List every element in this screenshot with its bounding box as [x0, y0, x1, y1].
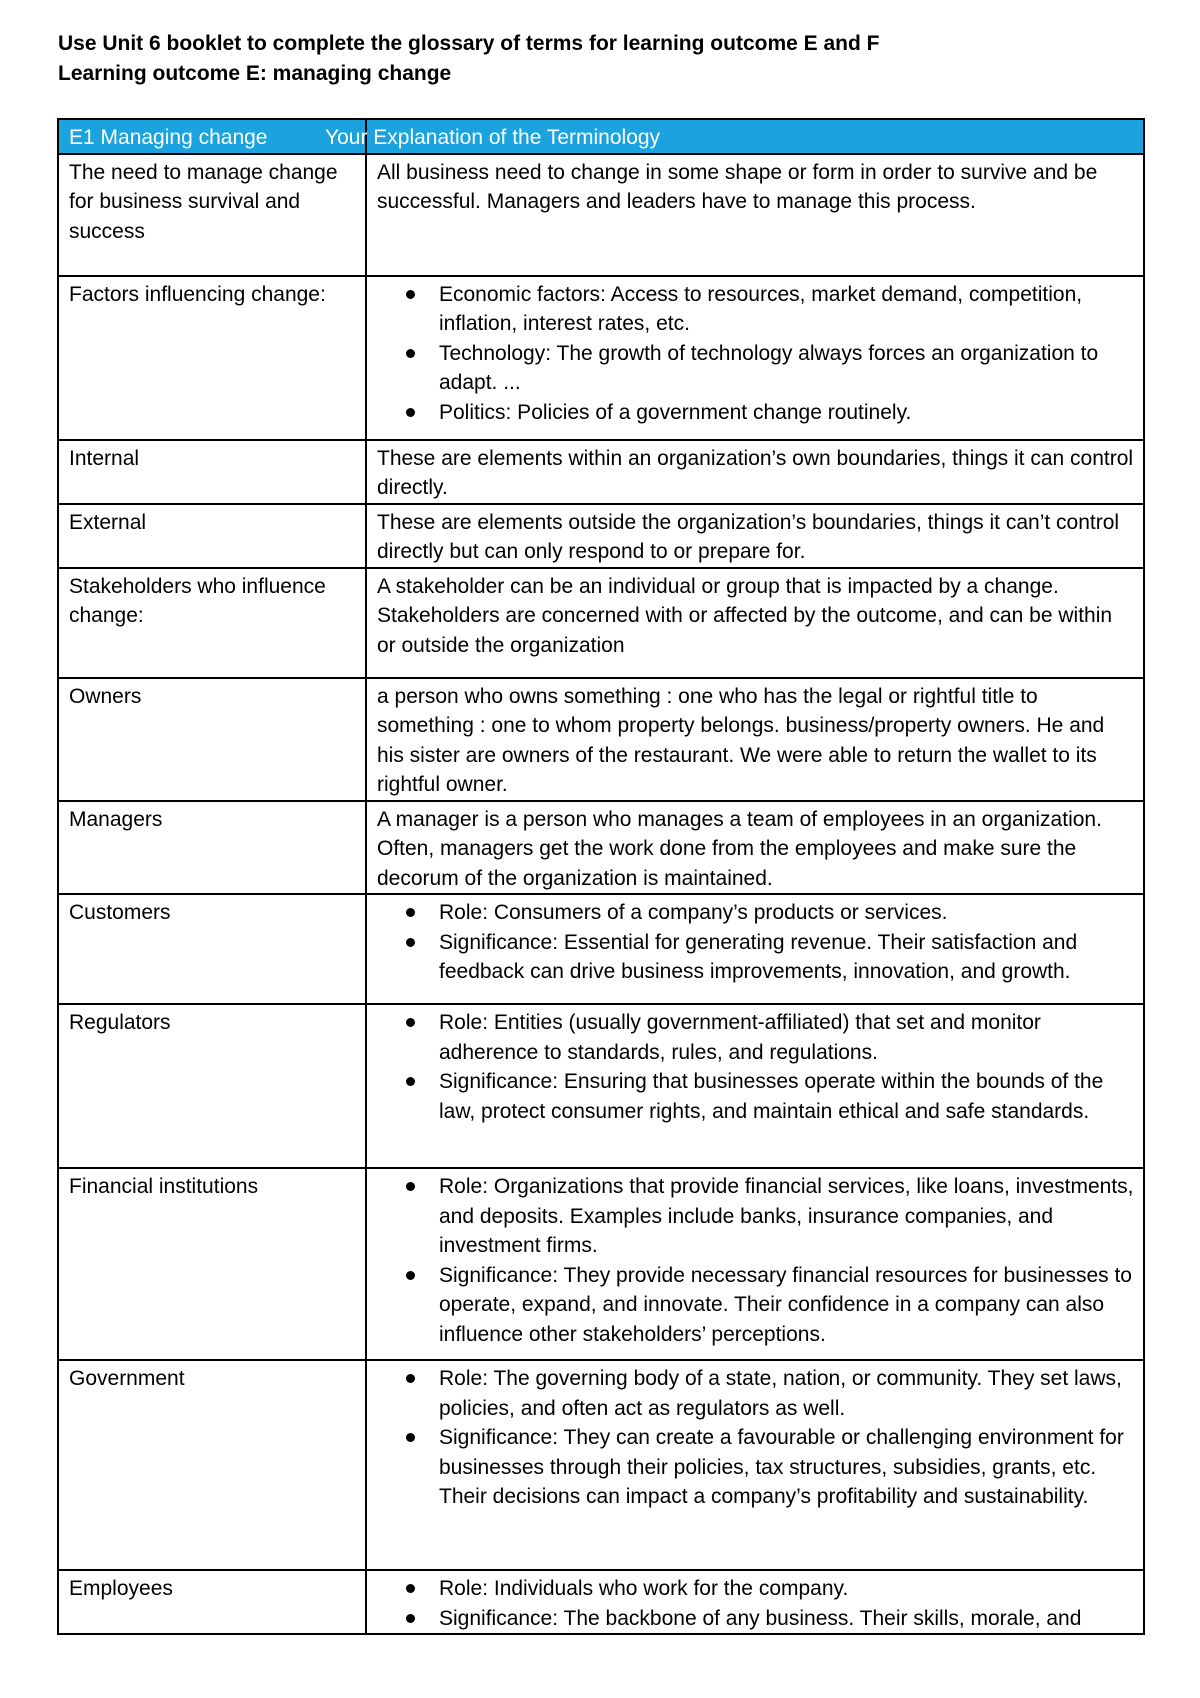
- bullet-list: [377, 898, 1134, 987]
- header-explanation-label: Your Explanation of the Terminology: [325, 126, 661, 149]
- term-cell: Owners: [58, 678, 366, 801]
- list-item: Significance: The backbone of any business. Their skills, morale, and: [439, 1604, 1134, 1634]
- table-row: [58, 568, 1144, 678]
- term-cell: Stakeholders who influence change:: [58, 568, 366, 678]
- header-explanation: [325, 119, 1144, 154]
- bullet-list: [377, 280, 1134, 428]
- explanation-cell: [366, 894, 1144, 1004]
- list-item: Politics: Policies of a government change routinely.: [439, 398, 1134, 428]
- explanation-cell: [366, 1570, 1144, 1634]
- term-cell: Regulators: [58, 1004, 366, 1168]
- table-row: [58, 1004, 1144, 1168]
- bullet-list: [377, 1364, 1134, 1512]
- table-row: [58, 276, 1144, 440]
- list-item: Significance: Ensuring that businesses operate within the bounds of the law, protect consumer rights, and maintain ethical and safe standards.: [439, 1067, 1134, 1126]
- learning-outcome-heading: Learning outcome E: managing change: [58, 62, 452, 85]
- explanation-cell: [366, 1168, 1144, 1360]
- term-cell: Employees: [58, 1570, 366, 1634]
- term-cell: Factors influencing change:: [58, 276, 366, 440]
- table-row: [58, 678, 1144, 801]
- list-item: Technology: The growth of technology always forces an organization to adapt. ...: [439, 339, 1134, 398]
- table-row: [58, 440, 1144, 504]
- explanation-cell: [366, 1004, 1144, 1168]
- term-cell: External: [58, 504, 366, 568]
- bullet-list: [377, 1172, 1134, 1349]
- term-cell: Financial institutions: [58, 1168, 366, 1360]
- list-item: Role: Organizations that provide financial services, like loans, investments, and deposits. Examples include banks, insurance companies, and investment firms.: [439, 1172, 1134, 1261]
- term-cell: Internal: [58, 440, 366, 504]
- explanation-cell: [366, 1360, 1144, 1570]
- term-cell: Government: [58, 1360, 366, 1570]
- list-item: Significance: They provide necessary financial resources for businesses to operate, expand, and innovate. Their confidence in a company can also influence other stakeholders’ perceptions.: [439, 1261, 1134, 1350]
- list-item: Role: Entities (usually government-affiliated) that set and monitor adherence to standards, rules, and regulations.: [439, 1008, 1134, 1067]
- table-row: [58, 1570, 1144, 1634]
- table-row: [58, 894, 1144, 1004]
- explanation-cell: These are elements outside the organization’s boundaries, things it can’t control directly but can only respond to or prepare for.: [366, 504, 1144, 568]
- list-item: Significance: They can create a favourable or challenging environment for businesses through their policies, tax structures, subsidies, grants, etc. Their decisions can impact a company’s profitability and sustainability.: [439, 1423, 1134, 1512]
- list-item: Significance: Essential for generating revenue. Their satisfaction and feedback can drive business improvements, innovation, and growth.: [439, 928, 1134, 987]
- header-term: E1 Managing change: [58, 119, 366, 154]
- explanation-cell: a person who owns something : one who has the legal or rightful title to something : one to whom property belongs. business/property owners. He and his sister are owners of the restaurant. We were able to return the wallet to its rightful owner.: [366, 678, 1144, 801]
- table-header-row: [58, 119, 1144, 154]
- explanation-cell: [366, 276, 1144, 440]
- explanation-cell: These are elements within an organization’s own boundaries, things it can control directly.: [366, 440, 1144, 504]
- table-row: [58, 154, 1144, 276]
- explanation-cell: A manager is a person who manages a team of employees in an organization. Often, managers get the work done from the employees and make sure the decorum of the organization is maintained.: [366, 801, 1144, 895]
- table-row: [58, 504, 1144, 568]
- term-cell: Customers: [58, 894, 366, 1004]
- list-item: Role: Individuals who work for the company.: [439, 1574, 1134, 1604]
- table-row: [58, 1168, 1144, 1360]
- table-row: [58, 1360, 1144, 1570]
- bullet-list: [377, 1008, 1134, 1126]
- list-item: Economic factors: Access to resources, market demand, competition, inflation, interest rates, etc.: [439, 280, 1134, 339]
- glossary-table: [57, 118, 1145, 1635]
- explanation-cell: All business need to change in some shape or form in order to survive and be successful. Managers and leaders have to manage this process.: [366, 154, 1144, 276]
- list-item: Role: The governing body of a state, nation, or community. They set laws, policies, and often act as regulators as well.: [439, 1364, 1134, 1423]
- table-row: [58, 801, 1144, 895]
- explanation-cell: A stakeholder can be an individual or group that is impacted by a change. Stakeholders are concerned with or affected by the outcome, and can be within or outside the organization: [366, 568, 1144, 678]
- instruction-heading: Use Unit 6 booklet to complete the glossary of terms for learning outcome E and F: [58, 32, 880, 55]
- term-cell: Managers: [58, 801, 366, 895]
- list-item: Role: Consumers of a company’s products or services.: [439, 898, 1134, 928]
- term-cell: The need to manage change for business survival and success: [58, 154, 366, 276]
- bullet-list: [377, 1574, 1134, 1633]
